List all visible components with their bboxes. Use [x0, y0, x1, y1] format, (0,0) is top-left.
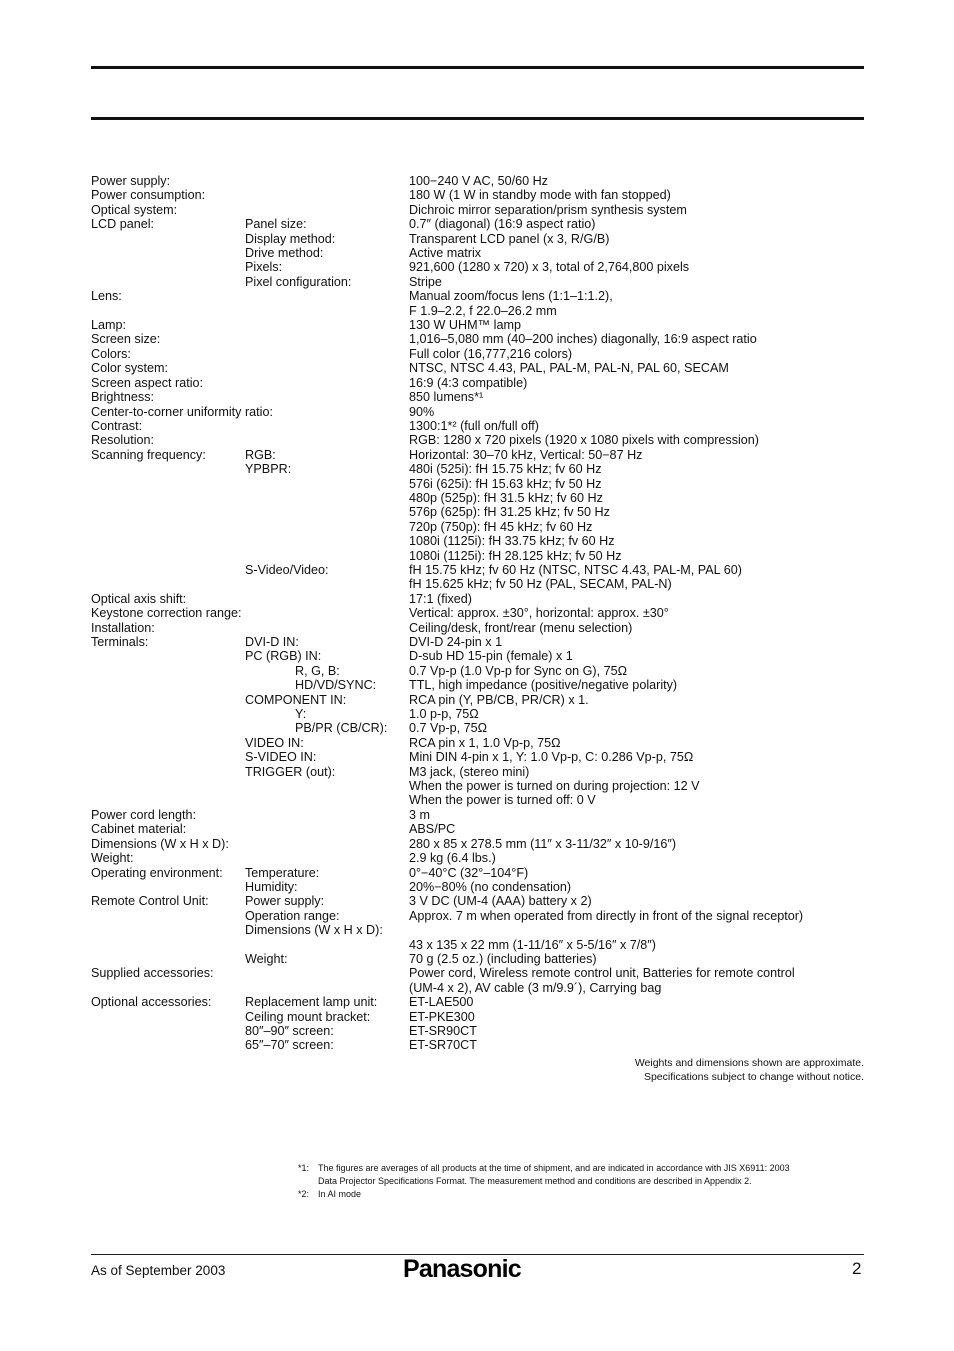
footnote-mark [298, 1175, 318, 1188]
spec-category [91, 736, 245, 750]
spec-row [91, 174, 864, 188]
spec-subitem [245, 837, 409, 851]
spec-subitem: S-VIDEO IN: [245, 750, 317, 765]
spec-category [91, 923, 245, 937]
spec-category [91, 304, 245, 318]
spec-subitem: RGB: [245, 447, 276, 462]
spec-category [91, 1024, 245, 1038]
spec-category: Screen size: [91, 332, 161, 347]
spec-value: 43 x 135 x 22 mm (1-11/16″ x 5-5/16″ x 7/8″) [409, 937, 656, 952]
spec-value: 850 lumens*¹ [409, 390, 484, 405]
spec-row [91, 952, 864, 966]
spec-category: Optional accessories: [91, 995, 212, 1010]
spec-subitem: 65″–70″ screen: [245, 1038, 334, 1053]
spec-subitem [245, 851, 409, 865]
spec-value: fH 15.625 kHz; fv 50 Hz (PAL, SECAM, PAL-N) [409, 577, 672, 592]
spec-row [91, 390, 864, 404]
footnote-mark: *1: [298, 1163, 310, 1173]
spec-category [91, 721, 245, 735]
spec-value: Horizontal: 30–70 kHz, Vertical: 50−87 Hz [409, 447, 643, 462]
spec-row [91, 433, 864, 447]
spec-value: Approx. 7 m when operated from directly in front of the signal receptor) [409, 908, 804, 923]
spec-value: 2.9 kg (6.4 lbs.) [409, 851, 496, 866]
spec-row [91, 188, 864, 202]
spec-value: 480i (525i): fH 15.75 kHz; fv 60 Hz [409, 462, 602, 477]
spec-category: Lens: [91, 289, 122, 304]
spec-subitem [245, 390, 409, 404]
spec-subitem: YPBPR: [245, 462, 292, 477]
spec-value: ET-SR70CT [409, 1038, 477, 1053]
spec-category: Keystone correction range: [91, 606, 242, 621]
spec-row [91, 995, 864, 1009]
spec-category [91, 678, 245, 692]
spec-value: fH 15.75 kHz; fv 60 Hz (NTSC, NTSC 4.43, PAL-M, PAL 60) [409, 562, 742, 577]
spec-category [91, 750, 245, 764]
spec-subitem [245, 318, 409, 332]
spec-value: 720p (750p): fH 45 kHz; fv 60 Hz [409, 519, 593, 534]
spec-value: 16:9 (4:3 compatible) [409, 375, 528, 390]
spec-row [91, 534, 864, 548]
spec-category: Screen aspect ratio: [91, 375, 204, 390]
spec-category [91, 649, 245, 663]
spec-subitem [245, 938, 409, 952]
disclaimer-line: Specifications subject to change without notice. [643, 1071, 864, 1084]
spec-category [91, 491, 245, 505]
spec-row [91, 750, 864, 764]
spec-row [91, 361, 864, 375]
spec-subitem [245, 304, 409, 318]
spec-value: ET-LAE500 [409, 995, 474, 1010]
spec-value: When the power is turned off: 0 V [409, 793, 596, 808]
spec-value: 1,016–5,080 mm (40–200 inches) diagonally, 16:9 aspect ratio [409, 332, 757, 347]
spec-subitem [245, 491, 409, 505]
spec-subitem [245, 188, 409, 202]
spec-subitem: Dimensions (W x H x D): [245, 923, 383, 938]
spec-category [91, 938, 245, 952]
spec-category [91, 880, 245, 894]
spec-row [91, 318, 864, 332]
spec-value [409, 923, 864, 937]
spec-category [91, 275, 245, 289]
spec-category: Optical axis shift: [91, 591, 187, 606]
spec-row [91, 664, 864, 678]
spec-subitem [245, 174, 409, 188]
spec-value: 70 g (2.5 oz.) (including batteries) [409, 951, 597, 966]
spec-row [91, 866, 864, 880]
spec-category [91, 693, 245, 707]
spec-subitem [245, 808, 409, 822]
spec-category [91, 563, 245, 577]
spec-subitem [245, 520, 409, 534]
spec-row [91, 923, 864, 937]
spec-value: 0°−40°C (32°–104°F) [409, 865, 529, 880]
spec-category: Resolution: [91, 433, 155, 448]
spec-subitem [245, 822, 409, 836]
spec-category [91, 707, 245, 721]
spec-value: M3 jack, (stereo mini) [409, 764, 530, 779]
spec-category [91, 765, 245, 779]
spec-row [91, 577, 864, 591]
spec-value: 576p (625p): fH 31.25 kHz; fv 50 Hz [409, 505, 610, 520]
spec-row [91, 894, 864, 908]
spec-subitem [245, 577, 409, 591]
spec-value: Mini DIN 4-pin x 1, Y: 1.0 Vp-p, C: 0.286 Vp-p, 75Ω [409, 750, 694, 765]
spec-category: Installation: [91, 620, 155, 635]
spec-value: 280 x 85 x 278.5 mm (11″ x 3-11/32″ x 10-9/16″) [409, 836, 677, 851]
top-rule [91, 66, 864, 69]
spec-subitem [245, 549, 409, 563]
spec-value: Stripe [409, 274, 442, 289]
spec-subitem: Y: [295, 707, 307, 722]
spec-subitem: VIDEO IN: [245, 735, 304, 750]
spec-value: 0.7″ (diagonal) (16:9 aspect ratio) [409, 217, 596, 232]
spec-value: 480p (525p): fH 31.5 kHz; fv 60 Hz [409, 490, 603, 505]
spec-value: Manual zoom/focus lens (1:1–1:1.2), [409, 289, 613, 304]
specifications-table [91, 174, 864, 1053]
spec-row [91, 635, 864, 649]
spec-subitem [245, 793, 409, 807]
footnote-text: Data Projector Specifications Format. The measurement method and conditions are described in Appendix 2. [318, 1176, 752, 1186]
spec-subitem [245, 592, 409, 606]
spec-value: Active matrix [409, 246, 482, 261]
spec-row [91, 649, 864, 663]
spec-category: Weight: [91, 851, 134, 866]
spec-row [91, 203, 864, 217]
header-rule [91, 117, 864, 120]
spec-category: Scanning frequency: [91, 447, 206, 462]
spec-row [91, 1024, 864, 1038]
as-of-date: As of September 2003 [91, 1263, 226, 1278]
spec-row [91, 232, 864, 246]
spec-row [91, 275, 864, 289]
spec-subitem [245, 779, 409, 793]
spec-row [91, 736, 864, 750]
footnote [298, 1188, 790, 1201]
spec-row [91, 260, 864, 274]
spec-category: Center-to-corner uniformity ratio: [91, 404, 273, 419]
spec-category [91, 952, 245, 966]
spec-subitem [245, 534, 409, 548]
spec-value: 1080i (1125i): fH 33.75 kHz; fv 60 Hz [409, 534, 615, 549]
spec-row [91, 304, 864, 318]
footnote-mark: *2: [298, 1189, 310, 1199]
spec-row [91, 549, 864, 563]
spec-row [91, 981, 864, 995]
spec-value: 1.0 p-p, 75Ω [409, 707, 479, 722]
spec-category: Power cord length: [91, 807, 197, 822]
spec-value: DVI-D 24-pin x 1 [409, 635, 503, 649]
spec-category: Supplied accessories: [91, 966, 214, 981]
spec-category [91, 520, 245, 534]
spec-category [91, 246, 245, 260]
spec-value: 0.7 Vp-p (1.0 Vp-p for Sync on G), 75Ω [409, 663, 628, 678]
spec-value: 576i (625i): fH 15.63 kHz; fv 50 Hz [409, 476, 602, 491]
disclaimer-line: Weights and dimensions shown are approximate. [634, 1057, 864, 1069]
spec-subitem: 80″–90″ screen: [245, 1023, 334, 1038]
footnote-text: The figures are averages of all products at the time of shipment, and are indicated in accordance with JIS X6911: 2003 [318, 1163, 790, 1173]
spec-row [91, 1038, 864, 1052]
spec-subitem: Pixels: [245, 260, 283, 275]
spec-subitem: DVI-D IN: [245, 635, 299, 649]
spec-value: ET-PKE300 [409, 1009, 475, 1024]
spec-value: 20%−80% (no condensation) [409, 879, 572, 894]
spec-category [91, 462, 245, 476]
spec-category: LCD panel: [91, 217, 155, 232]
spec-subitem [245, 332, 409, 346]
spec-value: NTSC, NTSC 4.43, PAL, PAL-M, PAL-N, PAL 60, SECAM [409, 361, 729, 376]
spec-category: Operating environment: [91, 865, 223, 880]
spec-value: 0.7 Vp-p, 75Ω [409, 721, 488, 736]
footnote-text: In AI mode [318, 1189, 362, 1199]
spec-row [91, 592, 864, 606]
spec-value: 921,600 (1280 x 720) x 3, total of 2,764,800 pixels [409, 260, 690, 275]
spec-value: (UM-4 x 2), AV cable (3 m/9.9´), Carrying bag [409, 980, 662, 995]
spec-value: Transparent LCD panel (x 3, R/G/B) [409, 231, 610, 246]
spec-row [91, 1010, 864, 1024]
spec-category [91, 793, 245, 807]
spec-category: Remote Control Unit: [91, 894, 209, 909]
spec-subitem: Power supply: [245, 894, 325, 909]
spec-row [91, 289, 864, 303]
spec-row [91, 505, 864, 519]
spec-value: RGB: 1280 x 720 pixels (1920 x 1080 pixels with compression) [409, 433, 760, 448]
spec-subitem: HD/VD/SYNC: [295, 678, 377, 693]
spec-subitem: TRIGGER (out): [245, 764, 336, 779]
spec-row [91, 448, 864, 462]
spec-value: When the power is turned on during projection: 12 V [409, 779, 700, 794]
spec-row [91, 837, 864, 851]
spec-value: Ceiling/desk, front/rear (menu selection) [409, 620, 633, 635]
spec-row [91, 966, 864, 980]
spec-subitem [245, 376, 409, 390]
spec-category: Colors: [91, 346, 131, 361]
spec-subitem: Pixel configuration: [245, 274, 352, 289]
spec-value: 90% [409, 404, 435, 419]
spec-row [91, 693, 864, 707]
spec-subitem: Display method: [245, 231, 336, 246]
spec-row [91, 707, 864, 721]
footnotes [298, 1162, 790, 1201]
spec-subitem [245, 621, 409, 635]
spec-row [91, 376, 864, 390]
spec-subitem: PC (RGB) IN: [245, 649, 322, 664]
spec-row [91, 678, 864, 692]
spec-row [91, 822, 864, 836]
spec-category: Power supply: [91, 174, 171, 188]
spec-subitem [245, 981, 409, 995]
page-number: 2 [852, 1259, 862, 1278]
spec-category [91, 779, 245, 793]
spec-value: F 1.9–2.2, f 22.0–26.2 mm [409, 303, 557, 318]
spec-category [91, 477, 245, 491]
spec-category [91, 232, 245, 246]
spec-category [91, 909, 245, 923]
spec-subitem [245, 347, 409, 361]
spec-subitem [245, 433, 409, 447]
spec-subitem: Replacement lamp unit: [245, 995, 378, 1010]
spec-subitem [245, 419, 409, 433]
spec-category [91, 1038, 245, 1052]
spec-value: Full color (16,777,216 colors) [409, 346, 573, 361]
spec-row [91, 938, 864, 952]
spec-value: 1080i (1125i): fH 28.125 kHz; fv 50 Hz [409, 548, 622, 563]
spec-row [91, 851, 864, 865]
spec-category: Terminals: [91, 635, 149, 649]
spec-row [91, 217, 864, 231]
spec-subitem: Drive method: [245, 246, 324, 261]
spec-subitem: Weight: [245, 951, 288, 966]
spec-value: TTL, high impedance (positive/negative polarity) [409, 678, 678, 693]
spec-category: Color system: [91, 361, 168, 376]
footnote [298, 1175, 790, 1188]
spec-value: 1300:1*² (full on/full off) [409, 418, 539, 433]
spec-value: 180 W (1 W in standby mode with fan stopped) [409, 188, 671, 203]
spec-subitem [245, 477, 409, 491]
spec-subitem: S-Video/Video: [245, 562, 329, 577]
spec-value: Dichroic mirror separation/prism synthesis system [409, 202, 687, 217]
spec-row [91, 246, 864, 260]
spec-subitem [245, 606, 409, 620]
spec-category [91, 664, 245, 678]
spec-row [91, 808, 864, 822]
spec-row [91, 563, 864, 577]
spec-value: 130 W UHM™ lamp [409, 318, 521, 333]
spec-value: Vertical: approx. ±30°, horizontal: approx. ±30° [409, 606, 669, 621]
spec-value: Power cord, Wireless remote control unit, Batteries for remote control [409, 966, 795, 981]
spec-value: 3 V DC (UM-4 (AAA) battery x 2) [409, 894, 592, 909]
spec-subitem [245, 289, 409, 303]
spec-category: Cabinet material: [91, 822, 187, 837]
spec-category [91, 534, 245, 548]
spec-category: Dimensions (W x H x D): [91, 836, 229, 851]
spec-category: Brightness: [91, 390, 154, 405]
spec-row [91, 405, 864, 419]
spec-subitem [245, 203, 409, 217]
spec-row [91, 419, 864, 433]
spec-category [91, 1010, 245, 1024]
spec-subitem: Operation range: [245, 908, 340, 923]
spec-value: RCA pin (Y, PB/CB, PR/CR) x 1. [409, 692, 589, 707]
spec-category [91, 549, 245, 563]
spec-row [91, 491, 864, 505]
spec-category [91, 981, 245, 995]
spec-row [91, 606, 864, 620]
spec-value: 3 m [409, 807, 430, 822]
spec-subitem: PB/PR (CB/CR): [295, 721, 388, 736]
spec-value: RCA pin x 1, 1.0 Vp-p, 75Ω [409, 735, 561, 750]
spec-row [91, 520, 864, 534]
spec-row [91, 779, 864, 793]
disclaimer [635, 1056, 864, 1085]
brand-logo: Panasonic [403, 1255, 521, 1283]
spec-category: Power consumption: [91, 188, 206, 203]
spec-row [91, 477, 864, 491]
spec-row [91, 880, 864, 894]
spec-subitem [245, 361, 409, 375]
spec-row [91, 765, 864, 779]
spec-value: D-sub HD 15-pin (female) x 1 [409, 649, 573, 664]
spec-value: 17:1 (fixed) [409, 591, 472, 606]
spec-row [91, 793, 864, 807]
spec-subitem [245, 966, 409, 980]
spec-value: ABS/PC [409, 822, 456, 837]
spec-subitem: Panel size: [245, 217, 307, 232]
spec-subitem: Ceiling mount bracket: [245, 1009, 371, 1024]
spec-subitem [245, 405, 409, 419]
spec-category: Lamp: [91, 318, 127, 333]
spec-row [91, 462, 864, 476]
spec-subitem: R, G, B: [295, 663, 340, 678]
spec-subitem: Temperature: [245, 865, 320, 880]
spec-category: Optical system: [91, 202, 178, 217]
spec-row [91, 909, 864, 923]
spec-category: Contrast: [91, 418, 143, 433]
spec-row [91, 347, 864, 361]
spec-category [91, 505, 245, 519]
spec-value: 100−240 V AC, 50/60 Hz [409, 174, 548, 188]
spec-subitem: Humidity: [245, 879, 298, 894]
footnote [298, 1162, 790, 1175]
spec-subitem [245, 505, 409, 519]
spec-row [91, 721, 864, 735]
spec-category [91, 260, 245, 274]
spec-value: ET-SR90CT [409, 1023, 477, 1038]
spec-category [91, 577, 245, 591]
spec-row [91, 621, 864, 635]
spec-row [91, 332, 864, 346]
spec-subitem: COMPONENT IN: [245, 692, 347, 707]
